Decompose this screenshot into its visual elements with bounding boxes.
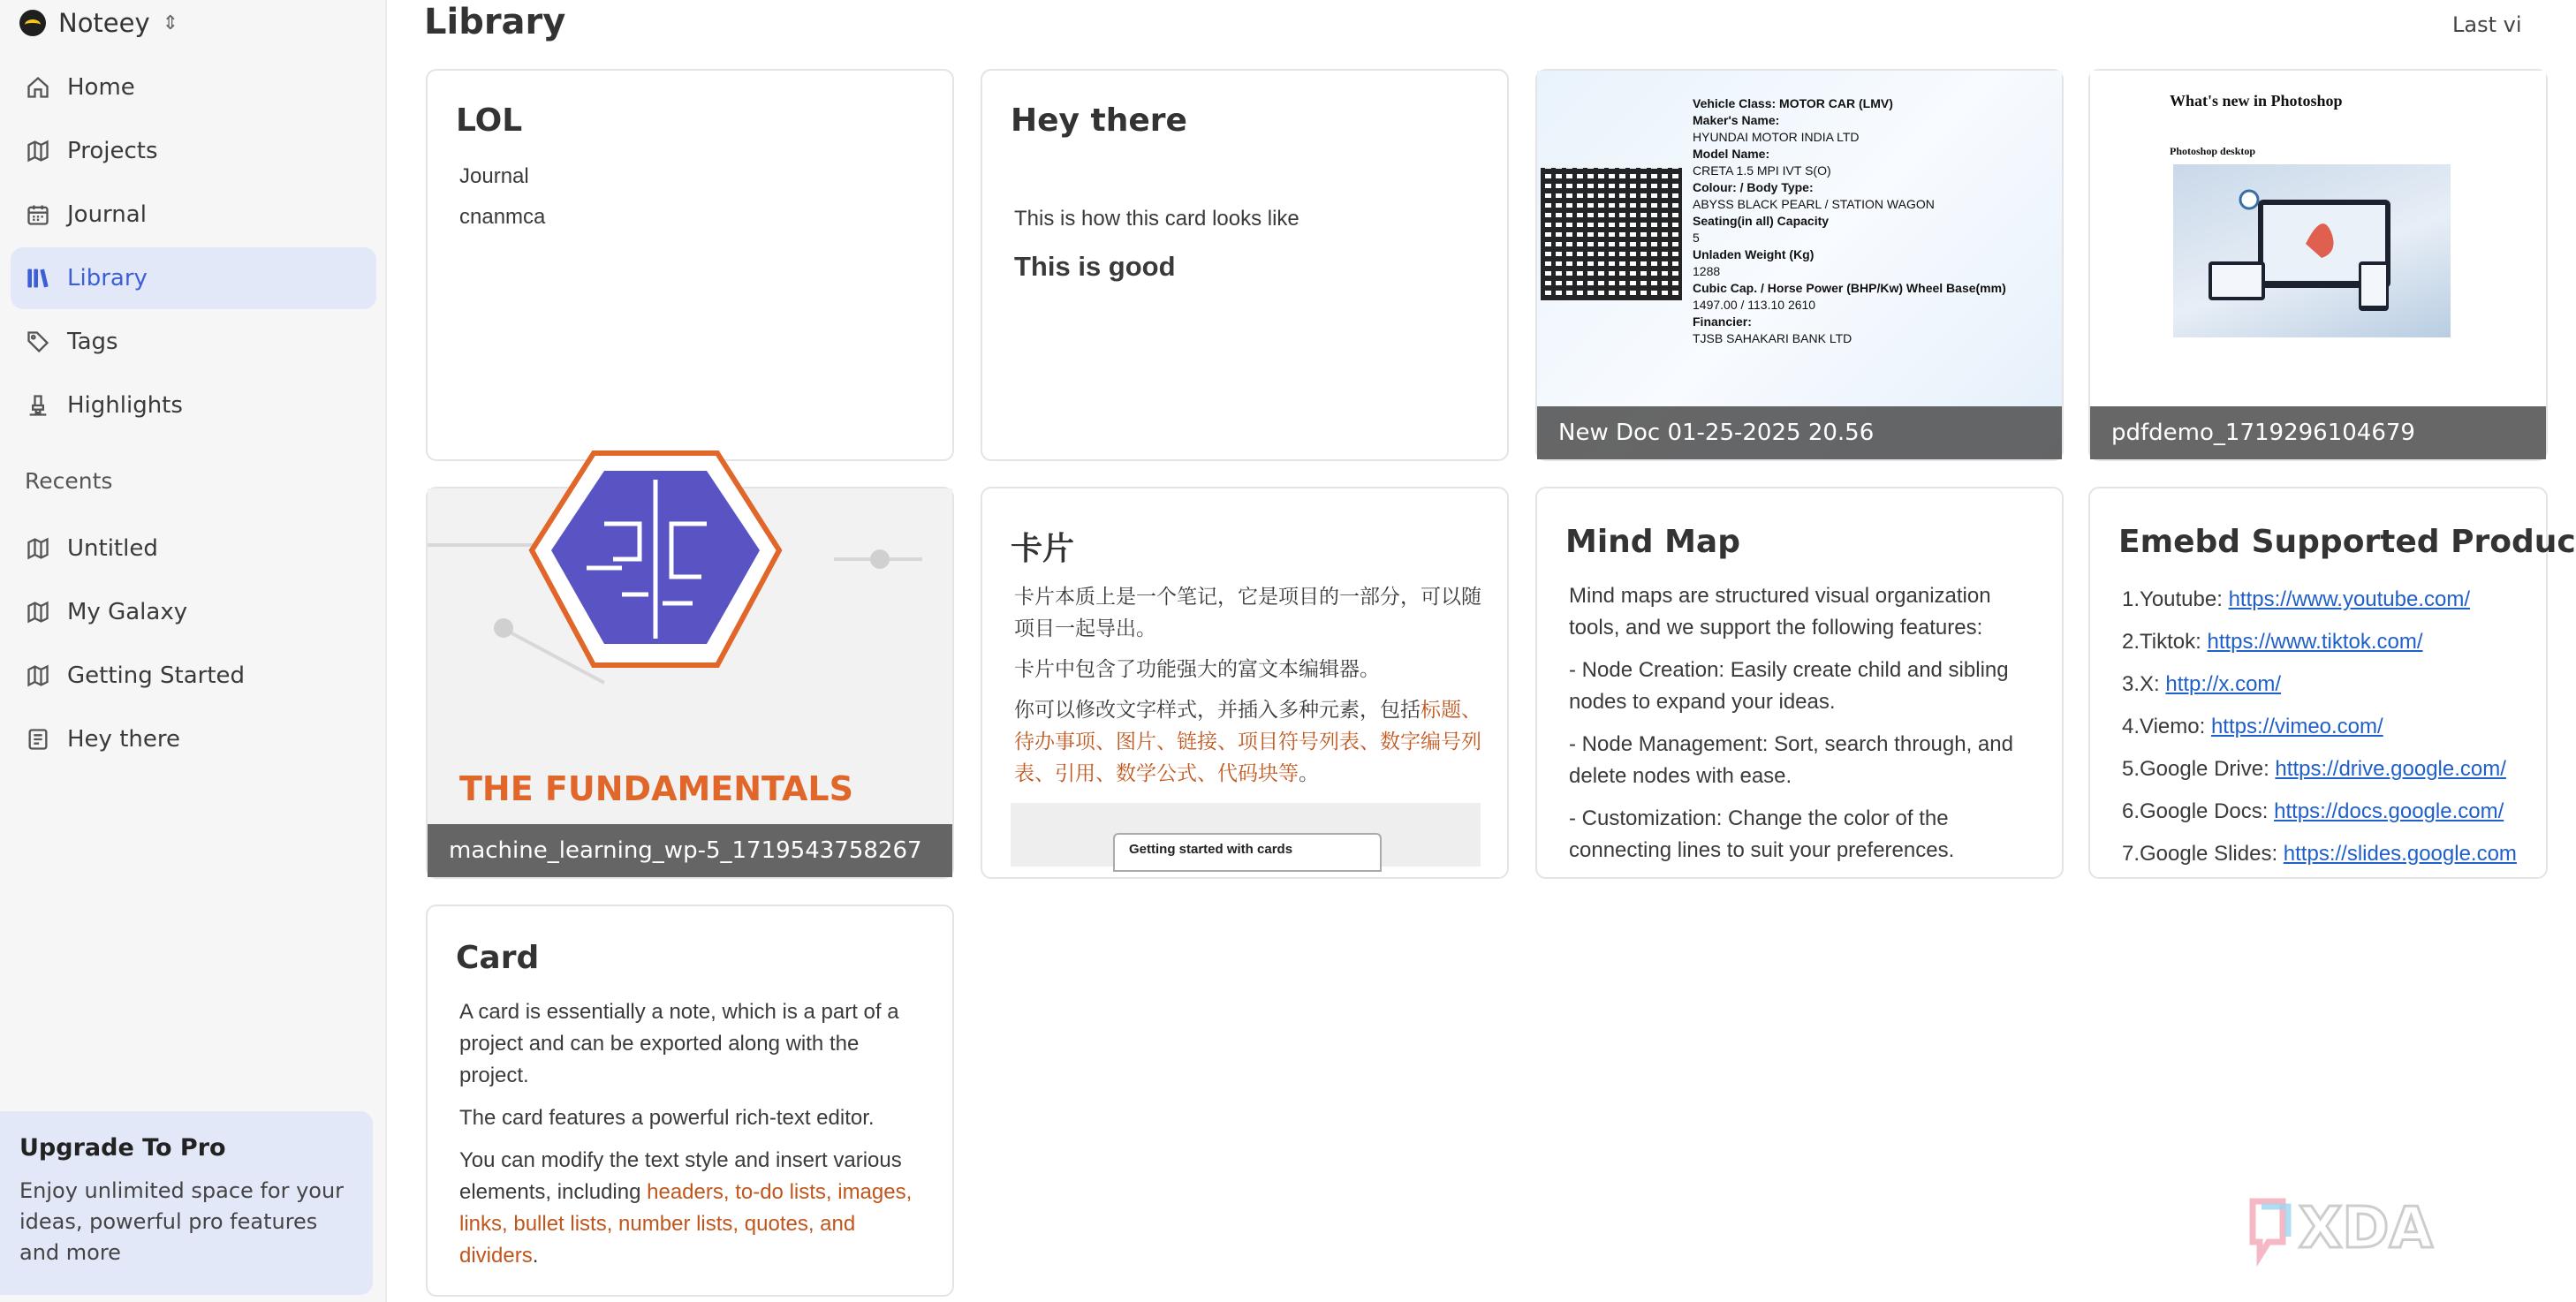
card-body: [459, 996, 929, 1283]
nav-label: Tags: [67, 329, 118, 355]
nav-label: Home: [67, 74, 135, 101]
card-line-bold: This is good: [1014, 251, 1176, 282]
embed-link[interactable]: https://slides.google.com: [2283, 842, 2517, 866]
text-plain: 你可以修改文字样式，并插入多种元素，包括: [1014, 698, 1421, 721]
recent-label: Untitled: [67, 535, 158, 562]
map-icon: [25, 599, 51, 625]
calendar-icon: [25, 201, 51, 228]
doc-line: ABYSS BLACK PEARL / STATION WAGON: [1693, 197, 1935, 211]
card-pdf[interactable]: [2088, 69, 2548, 461]
card-line: Journal: [459, 164, 529, 188]
card-mind-map[interactable]: [1535, 487, 2064, 879]
recent-label: Hey there: [67, 726, 180, 753]
embed-link[interactable]: https://vimeo.com/: [2210, 715, 2383, 738]
doc-line: Colour: / Body Type:: [1693, 180, 1814, 194]
card-doc-image[interactable]: [1535, 69, 2064, 461]
card-embed-products[interactable]: [2088, 487, 2576, 879]
ml-cover-title: THE FUNDAMENTALS: [459, 769, 854, 808]
sidebar: [0, 0, 387, 1302]
nav-label: Projects: [67, 138, 158, 164]
recent-item-hey-there[interactable]: [11, 708, 376, 770]
map-icon: [25, 138, 51, 164]
card-paragraph: A card is essentially a note, which is a part of a project and can be exported along with the project.: [459, 1000, 899, 1087]
map-icon: [25, 662, 51, 689]
card-chinese[interactable]: [981, 487, 1509, 879]
embed-item: [2122, 791, 2546, 833]
card-paragraph: [1014, 693, 1484, 789]
recent-label: My Galaxy: [67, 599, 188, 625]
nav-item-library[interactable]: [11, 247, 376, 309]
nav-item-projects[interactable]: [11, 120, 376, 182]
card-paragraph: [459, 1145, 929, 1272]
recent-item-untitled[interactable]: [11, 518, 376, 579]
embed-link[interactable]: https://docs.google.com/: [2274, 799, 2504, 823]
card-title: 卡片: [1011, 531, 1075, 567]
devices-illustration: [2173, 164, 2451, 337]
pdf-subheading: Photoshop desktop: [2170, 145, 2256, 157]
embed-link[interactable]: https://drive.google.com/: [2275, 757, 2506, 781]
embed-prefix: 1.Youtube:: [2122, 587, 2229, 611]
tag-icon: [25, 329, 51, 355]
qr-code: [1541, 168, 1682, 300]
note-icon: [25, 726, 51, 753]
text-highlight: 标题、待办事项、图片、链接、项目符号列表、数字编号列表、引用、数学公式、代码块等: [1014, 698, 1481, 784]
chevron-updown-icon: ⇕: [162, 11, 179, 34]
library-icon: [25, 265, 51, 291]
recents-list: [11, 518, 376, 772]
card-hey-there[interactable]: [981, 69, 1509, 461]
recents-heading: Recents: [25, 468, 113, 494]
upgrade-banner[interactable]: [0, 1111, 373, 1295]
doc-line: Model Name:: [1693, 147, 1770, 161]
card-caption: pdfdemo_1719296104679: [2090, 406, 2546, 459]
doc-line: 5: [1693, 231, 1700, 245]
embed-item: [2122, 663, 2546, 706]
embed-prefix: 3.X:: [2122, 672, 2166, 696]
doc-line: Seating(in all) Capacity: [1693, 214, 1830, 228]
highlighter-icon: [25, 392, 51, 419]
home-icon: [25, 74, 51, 101]
card-title: LOL: [456, 102, 523, 139]
card-body: [459, 161, 929, 244]
xda-wordmark: XDA: [2299, 1196, 2433, 1261]
ml-cover-image: [428, 488, 952, 877]
text-plain: .: [532, 1244, 539, 1268]
embed-item: [2122, 833, 2546, 875]
card-caption: machine_learning_wp-5_1719543758267: [428, 824, 952, 877]
document-text: [1693, 95, 2055, 347]
upgrade-title: Upgrade To Pro: [19, 1134, 226, 1162]
nav-item-tags[interactable]: [11, 311, 376, 373]
embed-prefix: 4.Viemo:: [2122, 715, 2211, 738]
recent-item-my-galaxy[interactable]: [11, 581, 376, 643]
embed-item: [2122, 621, 2546, 663]
card-body: [1569, 580, 2039, 877]
card-title: Emebd Supported Produc: [2118, 524, 2576, 560]
card-paragraph: 卡片本质上是一个笔记，它是项目的一部分，可以随项目一起导出。: [1014, 585, 1481, 640]
doc-line: Vehicle Class: MOTOR CAR (LMV): [1693, 96, 1893, 110]
card-line: cnanmca: [459, 205, 546, 229]
recent-label: Getting Started: [67, 662, 246, 689]
embed-item: [2122, 579, 2546, 621]
card-paragraph: 卡片中包含了功能强大的富文本编辑器。: [1014, 657, 1380, 680]
noteey-logo-icon: [19, 10, 46, 36]
embed-prefix: 5.Google Drive:: [2122, 757, 2276, 781]
main-nav: [11, 57, 376, 438]
brain-hex-illustration: [428, 488, 956, 881]
doc-line: CRETA 1.5 MPI IVT S(O): [1693, 163, 1831, 178]
map-icon: [25, 535, 51, 562]
card-title: Mind Map: [1565, 524, 1740, 560]
embed-link[interactable]: https://www.youtube.com/: [2228, 587, 2471, 611]
sort-dropdown[interactable]: Last vi: [2452, 12, 2522, 37]
text-plain: 。: [1299, 761, 1319, 784]
embed-item: [2122, 748, 2546, 791]
card-line: This is how this card looks like: [1014, 207, 1299, 231]
card-paragraph: Mind maps are structured visual organization tools, and we support the following features:: [1569, 584, 1991, 640]
nav-item-highlights[interactable]: [11, 375, 376, 436]
doc-line: Financier:: [1693, 314, 1752, 329]
card-body: [2122, 579, 2546, 875]
card-caption: New Doc 01-25-2025 20.56: [1537, 406, 2062, 459]
card-paragraph: - Node Management: Sort, search through, and delete nodes with ease.: [1569, 732, 2013, 788]
embed-prefix: 7.Google Slides:: [2122, 842, 2284, 866]
embed-prefix: 2.Tiktok:: [2122, 630, 2208, 654]
nav-label: Journal: [67, 201, 147, 228]
embed-link[interactable]: http://x.com/: [2165, 672, 2282, 696]
doc-line: Maker's Name:: [1693, 113, 1780, 127]
page-title: Library: [424, 2, 566, 42]
upgrade-text: Enjoy unlimited space for your ideas, powerful pro features and more: [19, 1178, 345, 1265]
workspace-switcher[interactable]: [19, 5, 178, 41]
doc-line: 1288: [1693, 264, 1721, 278]
devices-illustration-svg: [2173, 164, 2451, 337]
card-paragraph: - Node Creation: Easily create child and sibling nodes to expand your ideas.: [1569, 658, 2009, 714]
text-highlight: headers, to-do lists, images, links, bullet lists, number lists, quotes, and dividers: [459, 1180, 913, 1268]
nav-item-journal[interactable]: [11, 184, 376, 246]
nav-label: Library: [67, 265, 148, 291]
text-plain: You can modify the text style and insert various elements, including: [459, 1148, 902, 1204]
card-paragraph: - Customization: Change the color of the connecting lines to suit your preferences.: [1569, 806, 1955, 862]
doc-line: Cubic Cap. / Horse Power (BHP/Kw) Wheel Base(mm): [1693, 281, 2006, 295]
card-title: Hey there: [1011, 102, 1187, 139]
card-body: [1014, 580, 1484, 799]
embedded-preview: [1011, 803, 1481, 867]
recent-item-getting-started[interactable]: [11, 645, 376, 707]
doc-line: 1497.00 / 113.10 2610: [1693, 298, 1816, 312]
xda-watermark: [2244, 1189, 2491, 1265]
xda-logo-icon: [2244, 1189, 2491, 1265]
card-card[interactable]: [426, 905, 954, 1297]
doc-line: TJSB SAHAKARI BANK LTD: [1693, 331, 1852, 345]
app-name: Noteey: [58, 8, 150, 38]
embed-prefix: 6.Google Docs:: [2122, 799, 2275, 823]
embed-link[interactable]: https://www.tiktok.com/: [2207, 630, 2423, 654]
pdf-preview-image: [2090, 71, 2546, 459]
card-ml-pdf[interactable]: [426, 487, 954, 879]
card-body: [1014, 203, 1484, 293]
doc-line: HYUNDAI MOTOR INDIA LTD: [1693, 130, 1860, 144]
pdf-heading: What's new in Photoshop: [2170, 92, 2343, 110]
document-scan-image: [1537, 71, 2062, 459]
nav-item-home[interactable]: [11, 57, 376, 118]
preview-label: Getting started with cards: [1113, 833, 1382, 872]
card-lol[interactable]: [426, 69, 954, 461]
card-paragraph: The card features a powerful rich-text editor.: [459, 1106, 875, 1130]
nav-label: Highlights: [67, 392, 183, 419]
card-title: Card: [456, 940, 540, 976]
doc-line: Unladen Weight (Kg): [1693, 247, 1815, 261]
embed-item: [2122, 706, 2546, 748]
